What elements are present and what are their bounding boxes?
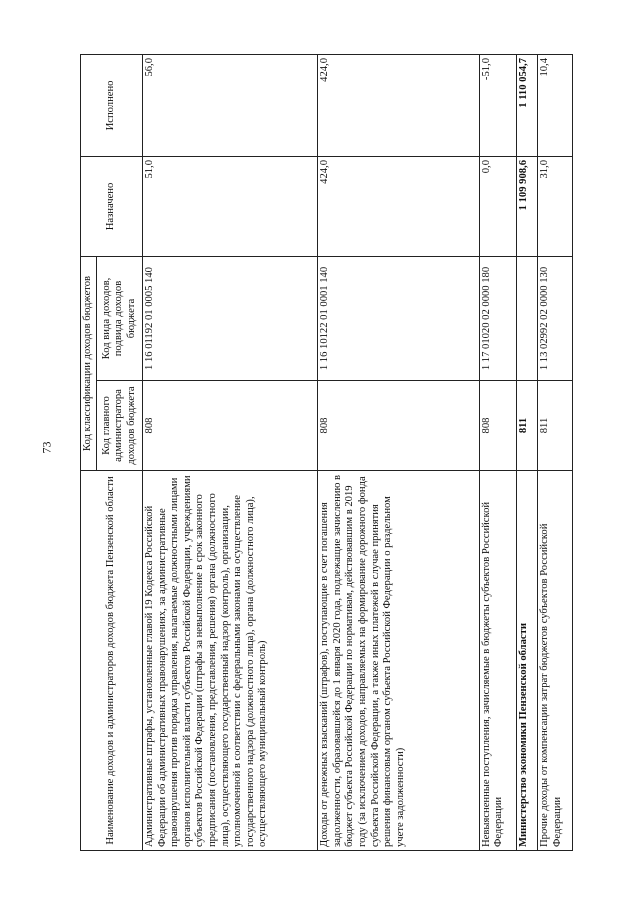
row-executed: 424,0: [318, 54, 479, 156]
table-row: [143, 54, 318, 850]
row-type-code: 1 17 01020 02 0000 180: [479, 256, 516, 380]
row-type-code: 1 13 02992 02 0000 130: [537, 256, 572, 380]
row-assigned: 1 109 908,6: [516, 156, 537, 256]
row-admin-code: 811: [516, 381, 537, 471]
rotated-table-frame: [80, 55, 573, 851]
revenue-table: [80, 54, 573, 851]
row-executed: -51,0: [479, 54, 516, 156]
header-assigned: Назначено: [81, 156, 143, 256]
row-assigned: 31,0: [537, 156, 572, 256]
row-assigned: 51,0: [143, 156, 318, 256]
header-admin-code: Код главного администратора доходов бюджета: [97, 381, 143, 471]
table-row: [516, 54, 537, 850]
header-type-code: Код вида доходов, подвида доходов бюджета: [97, 256, 143, 380]
row-admin-code: 808: [143, 381, 318, 471]
row-type-code: 1 16 01192 01 0005 140: [143, 256, 318, 380]
table-row: [318, 54, 479, 850]
row-admin-code: 808: [318, 381, 479, 471]
row-name: Невыясненные поступления, зачисляемые в бюджеты субъектов Российской Федерации: [479, 471, 516, 851]
header-executed: Исполнено: [81, 54, 143, 156]
row-executed: 10,4: [537, 54, 572, 156]
row-admin-code: 811: [537, 381, 572, 471]
header-code-group: Код классификации доходов бюджетов: [81, 256, 97, 470]
row-assigned: 0,0: [479, 156, 516, 256]
rotated-table-area: [80, 55, 640, 847]
table-row: [479, 54, 516, 850]
row-name: Административные штрафы, установленные главой 19 Кодекса Российской Федерации об административных правонарушениях, за административные правонарушения против порядка управления, налагаемые должностными лицами органов исполнительной власти субъектов Российской Федерации, учреждениями субъектов Российской Федерации (штрафы за невыполнение в срок законного предписания (постановления, представления, решения) органа (должностного лица), осуществляющего государственный надзор (контроль), организации, уполномоченной в соответствии с федеральными законами на осуществление государственного надзора (должностного лица), органа (должностного лица), осуществляющего муниципальный контроль): [143, 471, 318, 851]
row-assigned: 424,0: [318, 156, 479, 256]
row-name: Министерство экономики Пензенской области: [516, 471, 537, 851]
row-type-code: 1 16 10122 01 0001 140: [318, 256, 479, 380]
row-admin-code: 808: [479, 381, 516, 471]
row-executed: 1 110 054,7: [516, 54, 537, 156]
row-name: Доходы от денежных взысканий (штрафов), поступающие в счет погашения задолженности, образовавшейся до 1 января 2020 года, подлежащие зачислению в бюджет субъекта Российской Федерации по нормативам, действовавшим в 2019 году (за исключением доходов, направляемых на формирование дорожного фонда субъекта Российской Федерации, а также иных платежей в случае принятия решения финансовым органом субъекта Российской Федерации о раздельном учете задолженности): [318, 471, 479, 851]
row-executed: 56,0: [143, 54, 318, 156]
header-name: Наименование доходов и администраторов доходов бюджета Пензенской области: [81, 471, 143, 851]
table-row: [537, 54, 572, 850]
row-name: Прочие доходы от компенсации затрат бюджетов субъектов Российской Федерации: [537, 471, 572, 851]
page-number: 73: [39, 441, 54, 454]
row-type-code: [516, 256, 537, 380]
